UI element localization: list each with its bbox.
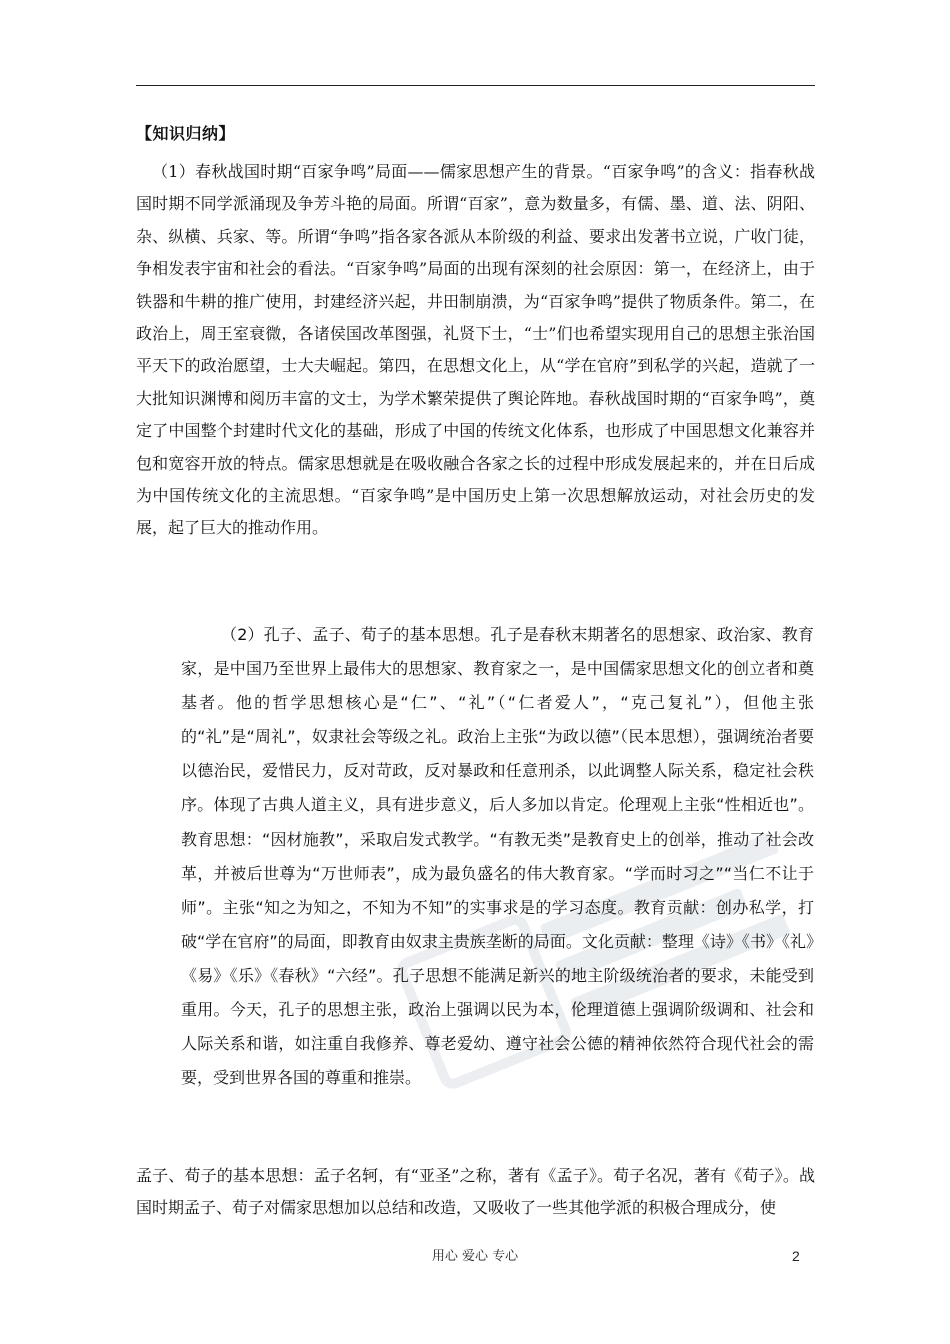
footer-motto: 用心 爱心 专心 — [431, 1249, 519, 1264]
page-number: 2 — [792, 1248, 800, 1264]
paragraph-hundred-schools: （1）春秋战国时期“百家争鸣”局面——儒家思想产生的背景。“百家争鸣”的含义：指春秋战国时期不同学派涌现及争芳斗艳的局面。所谓“百家”，意为数量多，有儒、墨、道、法、阴阳、杂、纵横、兵家、等。所谓“争鸣”指各家各派从本阶级的利益、要求出发著书立说，广收门徒，争相发表宇宙和社会的看法。“百家争鸣”局面的出现有深刻的社会原因：第一，在经济上，由于铁器和牛耕的推广使用，封建经济兴起，井田制崩溃，为“百家争鸣”提供了物质条件。第二，在政治上，周王室衰微，各诸侯国改革图强，礼贤下士，“士”们也希望实现用自己的思想主张治国平天下的政治愿望，士大夫崛起。第四，在思想文化上，从“学在官府”到私学的兴起，造就了一大批知识渊博和阅历丰富的文士，为学术繁荣提供了舆论阵地。春秋战国时期的“百家争鸣”，奠定了中国整个封建时代文化的基础，形成了中国的传统文化体系，也形成了中国思想文化兼容并包和宽容开放的特点。儒家思想就是在吸收融合各家之长的过程中形成发展起来的，并在日后成为中国传统文化的主流思想。“百家争鸣”是中国历史上第一次思想解放运动，对社会历史的发展，起了巨大的推动作用。 — [136, 162, 815, 538]
paragraph-confucius: （2）孔子、孟子、荀子的基本思想。孔子是春秋末期著名的思想家、政治家、教育家，是中国乃至世界上最伟大的思想家、教育家之一，是中国儒家思想文化的创立者和奠基者。他的哲学思想核心是“仁”、“礼”（“仁者爱人”，“克己复礼”），但他主张的“礼”是“周礼”，奴隶社会等级之礼。政治上主张“为政以德”（民本思想），强调统治者要以德治民，爱惜民力，反对苛政，反对暴政和任意刑杀，以此调整人际关系，稳定社会秩序。体现了古典人道主义，具有进步意义，后人多加以肯定。伦理观上主张“性相近也”。教育思想：“因材施教”，采取启发式教学。“有教无类”是教育史上的创举，推动了社会改革，并被后世尊为“万世师表”，成为最负盛名的伟大教育家。“学而时习之”“当仁不让于师”。主张“知之为知之，不知为不知”的实事求是的学习态度。教育贡献：创办私学，打破“学在官府”的局面，即教育由奴隶主贵族垄断的局面。文化贡献：整理《诗》《书》《礼》《易》《乐》《春秋》“六经”。孔子思想不能满足新兴的地主阶级统治者的要求，未能受到重用。今天，孔子的思想主张，政治上强调以民为本，伦理道德上强调阶级调和、社会和人际关系和谐，如注重自我修养、尊老爱幼、遵守社会公德的精神依然符合现代社会的需要，受到世界各国的尊重和推崇。 — [181, 625, 814, 1088]
section-heading: 【知识归纳】 — [136, 124, 236, 143]
paragraph-mencius-xunzi: 孟子、荀子的基本思想：孟子名轲，有“亚圣”之称，著有《孟子》。荀子名况，著有《荀子》。战国时期孟子、荀子对儒家思想加以总结和改造，又吸收了一些其他学派的积极合理成分，使 — [136, 1166, 815, 1217]
header-rule — [136, 85, 815, 86]
